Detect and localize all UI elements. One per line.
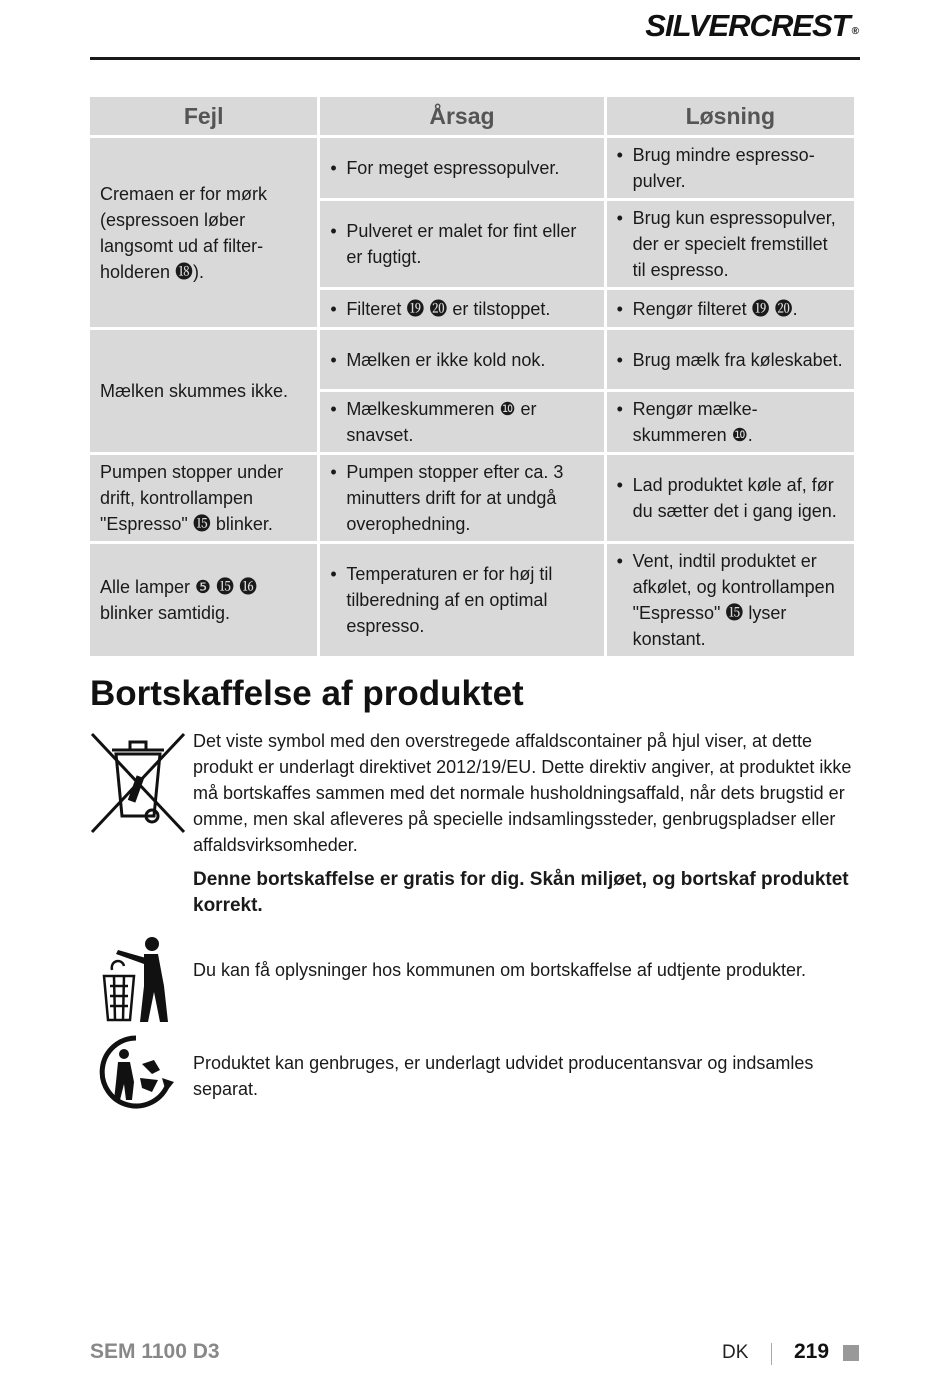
tidyman-icon [100,936,172,1024]
brand-logo: SILVERCREST ® [645,8,858,43]
cause-cell: • For meget espressopulver. [320,138,603,198]
cause-cell: • Mælken er ikke kold nok. [320,330,603,389]
fault-cell: Mælken skummes ikke. [90,330,317,452]
cause-cell: • Mælkeskummeren ❿ er snavset. [320,392,603,452]
solution-cell: • Vent, indtil produktet er afkølet, og kontrollampen "Espresso" ⓯ lyser konstant. [607,544,854,656]
solution-cell: • Rengør mælkeskummeren ❿. [607,392,854,452]
header-fault: Fejl [90,97,317,135]
solution-cell: • Lad produktet køle af, før du sætter det i gang igen. [607,455,854,541]
fault-cell: Alle lamper ❺ ⓯ ⓰ blinker samtidig. [90,544,317,656]
free-disposal-text: Denne bortskaffelse er gratis for dig. Skån miljøet, og bortskaf produktet korrekt. [193,869,849,916]
solution-cell: • Brug kun espressopulver, der er specielt fremstillet til espresso. [607,201,854,287]
model-number: SEM 1100 D3 [90,1340,220,1363]
footer-separator [771,1343,772,1365]
header-cause: Årsag [320,97,603,135]
municipality-text: Du kan få oplysninger hos kommunen om bortskaffelse af udtjente produkter. [193,960,807,980]
cause-cell: • Temperaturen er for høj til tilberedning af en optimal espresso. [320,544,603,656]
cause-cell: • Pumpen stopper efter ca. 3 minutters drift for at undgå overophedning. [320,455,603,541]
recycle-text: Produktet kan genbruges, er underlagt udvidet producentansvar og indsamles separat. [193,1053,814,1099]
footer-square-mark [843,1345,859,1361]
weee-text: Det viste symbol med den overstregede affaldscontainer på hjul viser, at dette produkt er underlagt direktivet 2012/19/EU. Dette direktiv angiver, at produktet ikke må bortskaffes sammen med det normale husholdningsaffald, når dets brugstid er omme, men skal afleveres på specielle indsamlingssteder, genbrugspladser eller affaldsvirksomheder. [193,731,852,855]
header-solution: Løsning [607,97,854,135]
crossed-bin-icon [88,732,188,834]
solution-cell: • Brug mindre espressopulver. [607,138,854,198]
triman-icon [96,1034,176,1110]
page-number: 219 [794,1340,830,1363]
cause-cell: • Filteret ⓳ ⓴ er tilstoppet. [320,290,603,327]
solution-cell: • Brug mælk fra køleskabet. [607,330,854,389]
header-rule [90,57,860,60]
fault-cell: Cremaen er for mørk (espressoen løber langsomt ud af filterholderen ⓲). [90,138,317,327]
disposal-title: Bortskaffelse af produktet [90,674,524,713]
cause-cell: • Pulveret er malet for fint eller er fugtigt. [320,201,603,287]
solution-cell: • Rengør filteret ⓳ ⓴. [607,290,854,327]
language-code: DK [722,1342,749,1363]
fault-cell: Pumpen stopper under drift, kontrollampen "Espresso" ⓯ blinker. [90,455,317,541]
troubleshooting-table [87,94,857,659]
